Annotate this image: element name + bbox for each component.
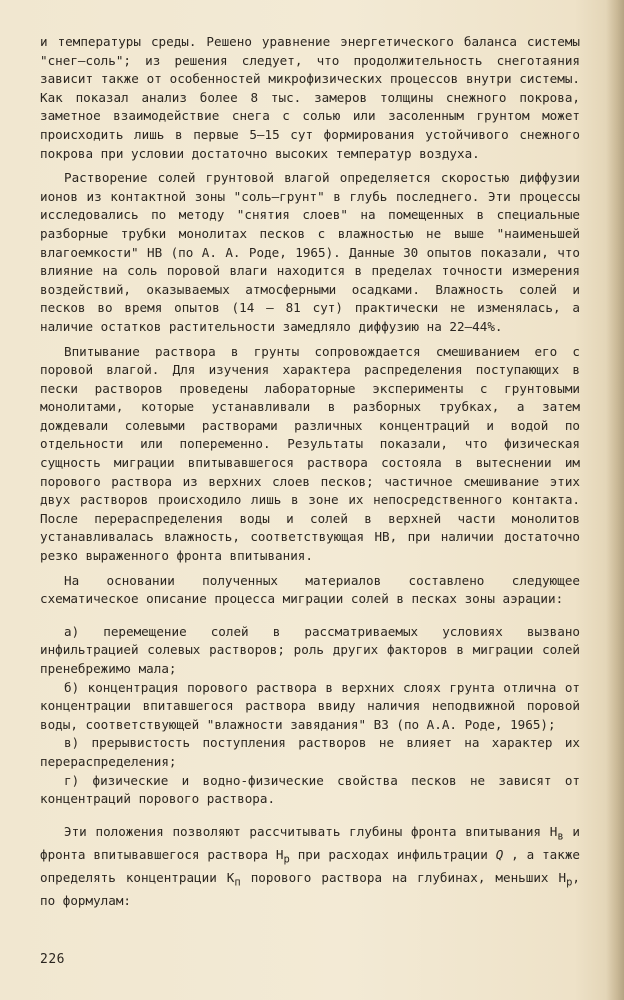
page-body (40, 33, 580, 911)
formula-text: , а также определять концентрации К (40, 846, 580, 885)
subscript-v: в (557, 830, 564, 843)
subscript-p: п (234, 876, 241, 889)
list-item-a: а) перемещение солей в рассматриваемых условиях вызвано инфильтрацией солевых растворов; роль других факторов в миграции солей пренебрежимо мала; (40, 623, 580, 676)
formula-text: , по формулам: (40, 869, 580, 909)
book-spine-shadow (606, 0, 624, 1000)
list-item-b: б) концентрация порового раствора в верхних слоях грунта отлична от концентрации впитавшегося раствора ввиду наличия неподвижной поровой воды, соответствующей "влажности завядания" ВЗ (по А.А. Роде, 1965); (40, 679, 580, 732)
subscript-r: р (283, 853, 290, 866)
subscript-r2: р (566, 876, 573, 889)
symbol-q: Q (495, 846, 504, 862)
paragraph-scheme-intro: На основании полученных материалов составлено следующее схематическое описание процесса миграции солей в песках зоны аэрации: (40, 572, 580, 607)
formula-text: при расходах инфильтрации (289, 846, 496, 862)
formula-text: и фронта впитывавшегося раствора Н (40, 823, 580, 862)
paragraph-absorption: Впитывание раствора в грунты сопровождается смешиванием его с поровой влагой. Для изучения характера распределения поступающих в пески растворов проведены лабораторные эксперименты с грунтовыми монолитами, которые устанавливали в разборных трубках, а затем дождевали солевыми растворами различных концентраций и водой по отдельности или попеременно. Результаты показали, что физическая сущность миграции впитывавшегося раствора состояла в вытеснении им порового раствора из верхних слоев песков; частичное смешивание этих двух растворов происходило лишь в зоне их непосредственного контакта. После перераспределения воды и солей в верхней части монолитов устанавливалась влажность, соответствующая НВ, при наличии достаточно резко выраженного фронта впитывания. (40, 343, 580, 564)
formula-text: Эти положения позволяют рассчитывать глубины фронта впитывания Н (64, 823, 558, 839)
list-item-c: в) прерывистость поступления растворов не влияет на характер их перераспределения; (40, 735, 580, 769)
list-item-d: г) физические и водно-физические свойства песков не зависят от концентраций порового раствора. (40, 772, 580, 807)
paragraph-continuation: и температуры среды. Решено уравнение энергетического баланса системы "снег–соль"; из решения следует, что продолжительность снеготаяния зависит также от особенностей микрофизических процессов внутри системы. Как показал анализ более 8 тыс. замеров толщины снежного покрова, заметное взаимодействие снега с солью или засоленным грунтом может происходить лишь в первые 5–15 сут формирования устойчивого снежного покрова при условии достаточно высоких температур воздуха. (40, 34, 580, 161)
formula-text: порового раствора на глубинах, меньших Н (240, 869, 567, 885)
paragraph-formulas-intro (40, 823, 580, 911)
page-number: 226 (40, 952, 65, 967)
paragraph-dissolution: Растворение солей грунтовой влагой определяется скоростью диффузии ионов из контактной зоны "соль–грунт" в глубь последнего. Эти процессы исследовались по методу "снятия слоев" на помещенных в специальные разборные трубки монолитах песков с влажностью не выше "наименьшей влагоемкости" НВ (по А. А. Роде, 1965). Данные 30 опытов показали, что влияние на соль поровой влаги находится в пределах точности измерения воздействий, оказываемых атмосферными осадками. Влажность солей и песков во время опытов (14 – 81 сут) практически не изменялась, а наличие остатков растительности замедляло диффузию на 22–44%. (40, 170, 580, 334)
